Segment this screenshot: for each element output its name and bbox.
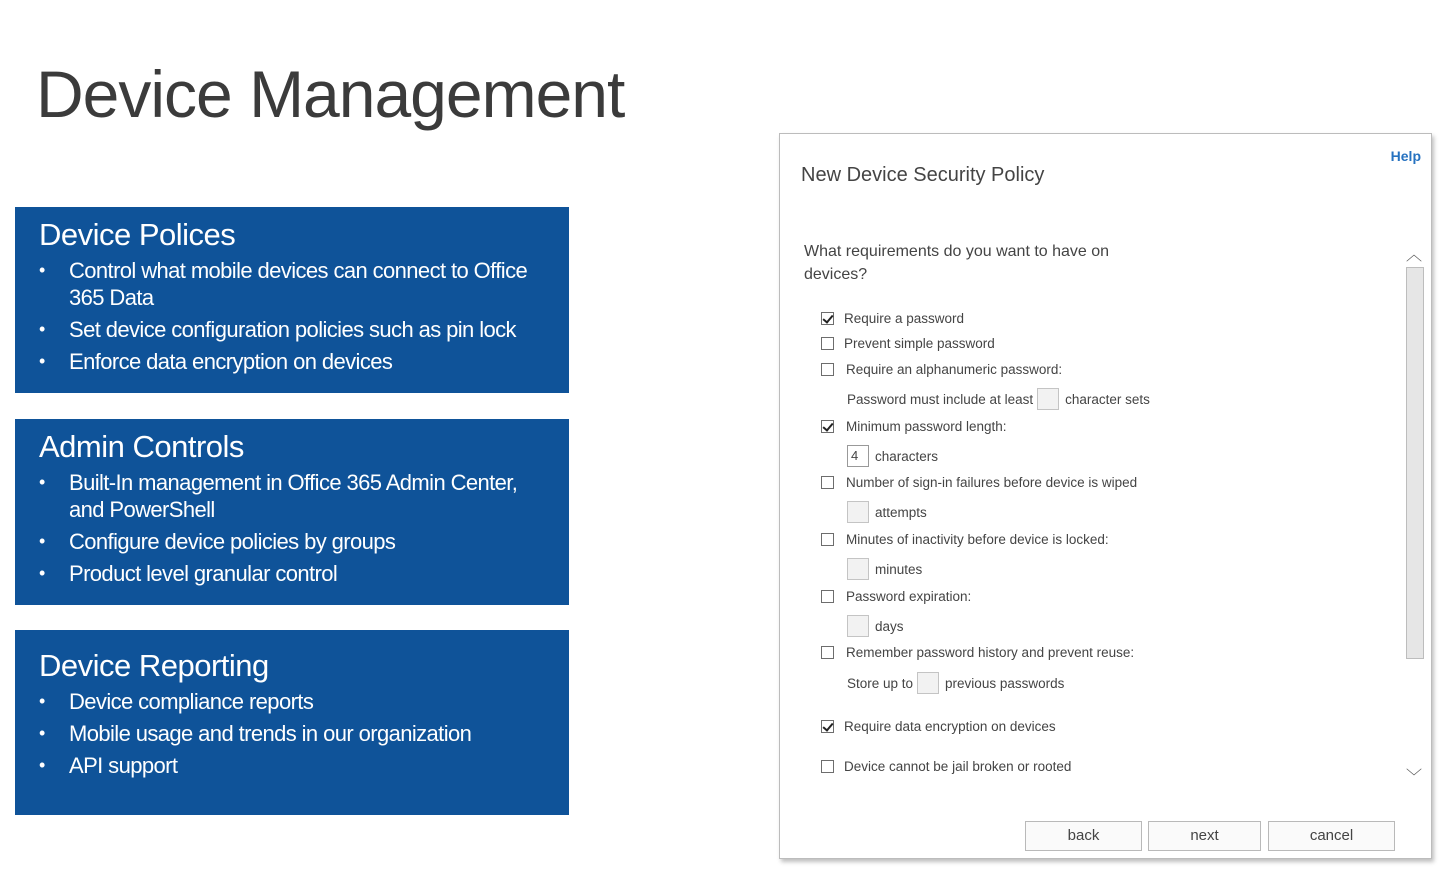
attempts-input[interactable]	[847, 501, 869, 523]
option-label: Minutes of inactivity before device is locked:	[846, 532, 1109, 547]
bullet-list	[39, 257, 549, 375]
bullet-icon: •	[39, 319, 45, 339]
option-label: Require data encryption on devices	[844, 719, 1056, 734]
history-prefix: Store up to	[847, 675, 914, 691]
list-item	[39, 348, 549, 375]
days-input[interactable]	[847, 615, 869, 637]
security-policy-dialog	[779, 133, 1432, 859]
help-link[interactable]: Help	[1390, 148, 1421, 164]
history-suffix: previous passwords	[945, 675, 1065, 691]
char-sets-suffix: character sets	[1065, 391, 1150, 407]
attempts-suffix: attempts	[875, 504, 927, 520]
list-item	[39, 257, 549, 311]
option-label: Password expiration:	[846, 589, 972, 604]
option-label: Minimum password length:	[846, 419, 1007, 434]
next-button[interactable]: next	[1148, 821, 1261, 851]
panel-device-policies	[15, 207, 569, 393]
bullet-icon: •	[39, 755, 45, 775]
bullet-list	[39, 469, 549, 587]
expiration-option[interactable]	[821, 589, 971, 604]
list-item	[39, 560, 549, 587]
question-text: What requirements do you want to have on devices?	[804, 243, 1110, 283]
char-sets-row	[847, 388, 1150, 410]
min-length-row	[847, 445, 938, 467]
panel-heading: Device Reporting	[39, 648, 269, 683]
encryption-checkbox[interactable]	[821, 720, 834, 733]
bullet-text: Enforce data encryption on devices	[69, 349, 393, 374]
scroll-down-icon[interactable]: ﹀	[1406, 769, 1423, 786]
require-password-checkbox[interactable]	[821, 312, 834, 325]
bullet-icon: •	[39, 691, 45, 711]
bullet-text: Configure device policies by groups	[69, 529, 396, 554]
prevent-simple-option[interactable]	[821, 336, 995, 351]
history-checkbox[interactable]	[821, 646, 834, 659]
history-input[interactable]	[917, 672, 939, 694]
list-item	[39, 688, 549, 715]
min-length-checkbox[interactable]	[821, 420, 834, 433]
jailbreak-option[interactable]	[821, 759, 1071, 774]
bullet-icon: •	[39, 531, 45, 551]
option-label: Require a password	[844, 311, 965, 326]
char-sets-input[interactable]	[1037, 388, 1059, 410]
list-item	[39, 469, 549, 523]
jailbreak-checkbox[interactable]	[821, 760, 834, 773]
minutes-input[interactable]	[847, 558, 869, 580]
inactivity-row	[847, 558, 922, 580]
option-label: Number of sign-in failures before device is wiped	[846, 475, 1138, 490]
option-label: Remember password history and prevent reuse:	[846, 645, 1135, 660]
bullet-text: API support	[69, 753, 178, 778]
list-item	[39, 316, 549, 343]
option-label: Require an alphanumeric password:	[846, 362, 1063, 377]
scrollbar-thumb[interactable]	[1406, 267, 1424, 659]
signin-failures-option[interactable]	[821, 475, 1137, 490]
list-item	[39, 528, 549, 555]
bullet-text: Built-In management in Office 365 Admin Center, and PowerShell	[69, 470, 518, 522]
bullet-icon: •	[39, 260, 45, 280]
history-option[interactable]	[821, 645, 1134, 660]
bullet-icon: •	[39, 351, 45, 371]
require-alnum-checkbox[interactable]	[821, 363, 834, 376]
signin-failures-row	[847, 501, 927, 523]
expiration-row	[847, 615, 904, 637]
bullet-text: Device compliance reports	[69, 689, 314, 714]
bullet-text: Control what mobile devices can connect to Office 365 Data	[69, 258, 528, 310]
prevent-simple-checkbox[interactable]	[821, 337, 834, 350]
inactivity-option[interactable]	[821, 532, 1109, 547]
option-label: Device cannot be jail broken or rooted	[844, 759, 1072, 774]
bullet-icon: •	[39, 563, 45, 583]
encryption-option[interactable]	[821, 719, 1056, 734]
min-length-input[interactable]: 4	[847, 445, 869, 467]
bullet-text: Product level granular control	[69, 561, 338, 586]
list-item	[39, 752, 549, 779]
panel-heading: Admin Controls	[39, 429, 244, 464]
require-password-option[interactable]	[821, 311, 964, 326]
char-sets-prefix: Password must include at least	[847, 391, 1034, 407]
cancel-button[interactable]: cancel	[1268, 821, 1395, 851]
min-length-option[interactable]	[821, 419, 1007, 434]
signin-failures-checkbox[interactable]	[821, 476, 834, 489]
slide-title: Device Management	[36, 57, 625, 131]
inactivity-checkbox[interactable]	[821, 533, 834, 546]
min-length-suffix: characters	[875, 448, 939, 464]
panel-device-reporting	[15, 630, 569, 815]
days-suffix: days	[875, 618, 904, 634]
expiration-checkbox[interactable]	[821, 590, 834, 603]
require-alnum-option[interactable]	[821, 362, 1062, 377]
scroll-up-icon[interactable]: ︿	[1406, 247, 1423, 264]
bullet-icon: •	[39, 472, 45, 492]
option-label: Prevent simple password	[844, 336, 995, 351]
bullet-list	[39, 688, 549, 779]
panel-admin-controls	[15, 419, 569, 605]
history-row	[847, 672, 1064, 694]
dialog-title: New Device Security Policy	[801, 164, 1045, 186]
back-button[interactable]: back	[1025, 821, 1142, 851]
bullet-text: Mobile usage and trends in our organization	[69, 721, 472, 746]
minutes-suffix: minutes	[875, 561, 923, 577]
bullet-text: Set device configuration policies such as pin lock	[69, 317, 516, 342]
panel-heading: Device Polices	[39, 217, 236, 252]
list-item	[39, 720, 549, 747]
bullet-icon: •	[39, 723, 45, 743]
